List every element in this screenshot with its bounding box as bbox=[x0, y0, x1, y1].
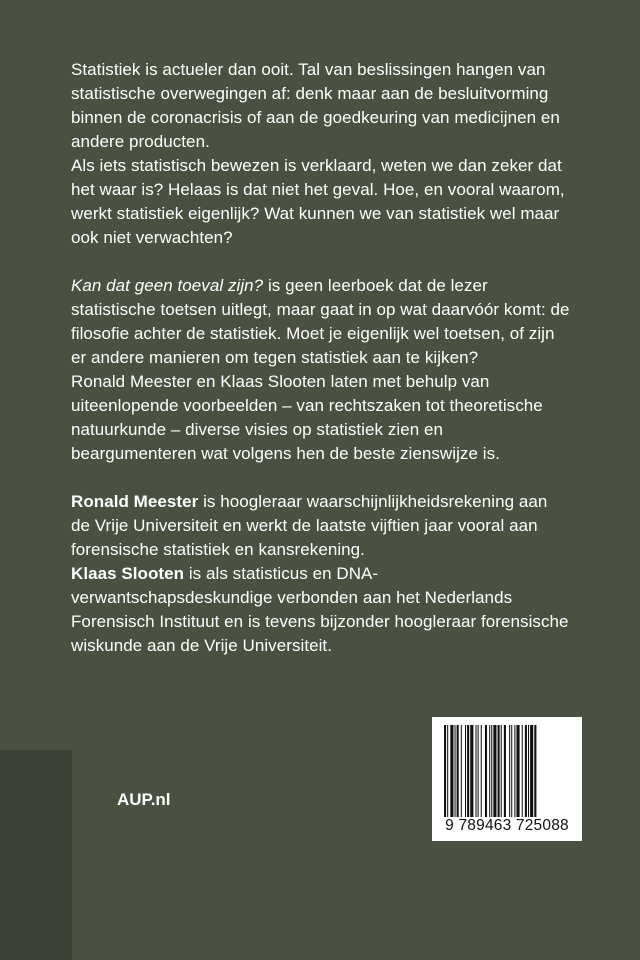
publisher-logo: AUP.nl bbox=[117, 790, 171, 809]
author-name-1: Ronald Meester bbox=[71, 492, 199, 511]
barcode-bar bbox=[485, 725, 487, 817]
blurb-paragraph-3-rest: is geen leerboek dat de lezer statistische toetsen uitlegt, maar gaat in op wat daarvóór komt: de filosofie achter de statistiek. Moet je eigenlijk wel toetsen, of zijn er andere manieren om tegen statistiek aan te kijken? bbox=[71, 276, 570, 367]
barcode-bar bbox=[444, 725, 446, 817]
isbn-barcode bbox=[432, 717, 582, 841]
barcode-bar bbox=[491, 725, 492, 817]
isbn-number: 9 789463 725088 bbox=[445, 817, 569, 834]
barcode-bar bbox=[450, 725, 453, 817]
barcode-bar bbox=[461, 725, 462, 817]
author-bio-1 bbox=[71, 490, 571, 562]
barcode-bar bbox=[511, 725, 512, 817]
barcode-bar bbox=[455, 725, 456, 817]
barcode-bar bbox=[467, 725, 469, 817]
author-bio-1-text: is hoogleraar waarschijnlijkheidsrekening aan de Vrije Universiteit en werkt de laatste vijftien jaar vooral aan forensische statistiek en kansrekening. bbox=[71, 492, 548, 559]
barcode-bar bbox=[498, 725, 500, 817]
barcode-bar bbox=[447, 725, 448, 817]
blurb-paragraph-3 bbox=[71, 274, 571, 370]
barcode-bar bbox=[509, 725, 510, 817]
author-bio-2-text: is als statisticus en DNA-verwantschapsdeskundige verbonden aan het Nederlands Forensisch Instituut en is tevens bijzonder hoogleraar forensische wiskunde aan de Vrije Universiteit. bbox=[71, 564, 569, 655]
barcode-bars bbox=[444, 725, 570, 817]
barcode-bar bbox=[501, 725, 502, 817]
barcode-bar bbox=[514, 725, 515, 817]
barcode-bar bbox=[470, 725, 473, 817]
book-title-italic: Kan dat geen toeval zijn? bbox=[71, 276, 264, 295]
barcode-bar bbox=[457, 725, 459, 817]
barcode-bar bbox=[478, 725, 479, 817]
barcode-bar bbox=[534, 725, 536, 817]
barcode-bar bbox=[528, 725, 529, 817]
back-cover-text bbox=[71, 58, 571, 658]
blurb-paragraph-2: Als iets statistisch bewezen is verklaard, weten we dan zeker dat het waar is? Helaas is dat niet het geval. Hoe, en vooral waarom, werkt statistiek eigenlijk? Wat kunnen we van statistiek wel maar ook niet verwachten? bbox=[71, 156, 565, 247]
author-bio-2 bbox=[71, 562, 571, 658]
blurb-paragraph-4: Ronald Meester en Klaas Slooten laten met behulp van uiteenlopende voorbeelden – van rechtszaken tot theoretische natuurkunde – diverse visies op statistiek zien en beargumenteren wat volgens hen de beste zienswijze is. bbox=[71, 372, 543, 463]
blurb-paragraph-1: Statistiek is actueler dan ooit. Tal van beslissingen hangen van statistische overwegingen af: denk maar aan de besluitvorming binnen de coronacrisis of aan de goedkeuring van medicijnen en andere producten. bbox=[71, 60, 560, 151]
barcode-bar bbox=[522, 725, 523, 817]
barcode-bar bbox=[516, 725, 519, 817]
spine-tab-decoration bbox=[0, 750, 72, 960]
barcode-bar bbox=[493, 725, 496, 817]
barcode-bar bbox=[476, 725, 477, 817]
barcode-bar bbox=[504, 725, 506, 817]
barcode-bar bbox=[465, 725, 466, 817]
author-name-2: Klaas Slooten bbox=[71, 564, 185, 583]
barcode-bar bbox=[481, 725, 482, 817]
barcode-bar bbox=[489, 725, 490, 817]
barcode-bar bbox=[525, 725, 527, 817]
barcode-bar bbox=[530, 725, 533, 817]
